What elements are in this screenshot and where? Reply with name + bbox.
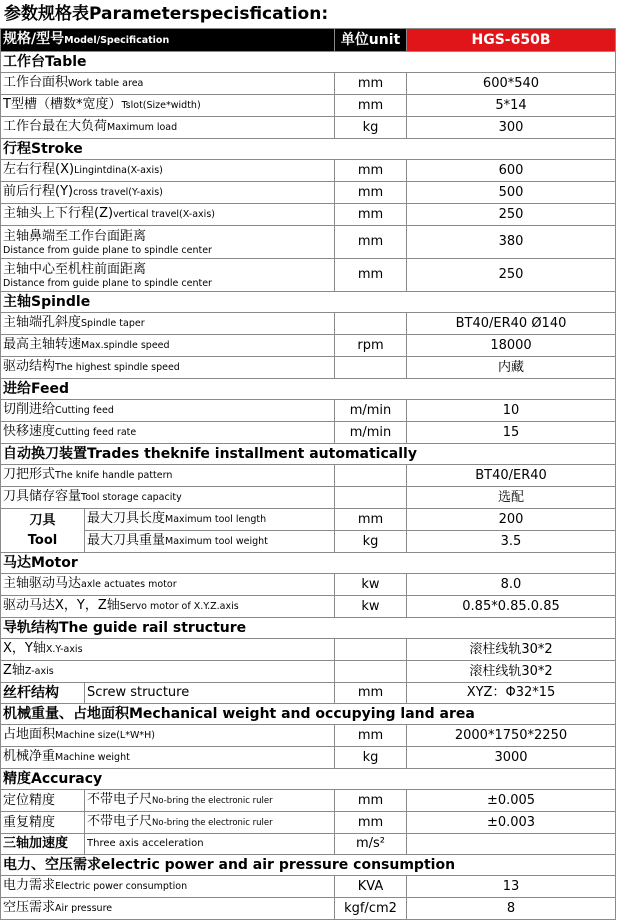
table-row (1, 574, 616, 596)
value-cell: BT40/ER40 (407, 465, 616, 487)
section-accuracy (1, 769, 616, 790)
label-cell (1, 182, 335, 204)
label-text: vertical travel(X-axis) (113, 209, 215, 220)
unit-cell: kg (335, 117, 407, 139)
label-text: 主轴鼻端至工作台面距离 (3, 228, 147, 244)
value-cell: 600 (407, 160, 616, 182)
label-text: Tool storage capacity (81, 492, 182, 503)
value-cell: ±0.005 (407, 790, 616, 812)
label-cell (1, 357, 335, 379)
unit-cell: rpm (335, 335, 407, 357)
unit-cell: mm (335, 182, 407, 204)
value-cell: 15 (407, 422, 616, 444)
value-cell (407, 834, 616, 855)
label-text: 最大刀具长度 (87, 511, 166, 526)
value-cell: 0.85*0.85.0.85 (407, 596, 616, 618)
unit-cell: mm (335, 226, 407, 259)
label-cell: 工作台Table (1, 52, 616, 73)
unit-cell: m/min (335, 422, 407, 444)
label-text: 切削进给 (3, 402, 56, 417)
unit-cell: kg (335, 747, 407, 769)
label-cell: 进给Feed (1, 379, 616, 400)
label-cell (85, 531, 335, 553)
label-text: Tool (27, 532, 58, 548)
unit-cell: mm (335, 204, 407, 226)
value-cell: 滚柱线轨30*2 (407, 639, 616, 661)
unit-cell: mm (335, 73, 407, 95)
label-cell: 马达Motor (1, 553, 616, 574)
label-cell (1, 422, 335, 444)
table-row (1, 226, 616, 259)
label-text: Spindle taper (81, 318, 145, 329)
label-text: Machine weight (55, 752, 130, 763)
value-cell: 500 (407, 182, 616, 204)
label-text (3, 261, 332, 290)
label-text: 主轴头上下行程(Z) (3, 206, 114, 221)
unit-cell: mm (335, 259, 407, 292)
value-cell: 8.0 (407, 574, 616, 596)
value-cell: 13 (407, 876, 616, 898)
value-cell: 380 (407, 226, 616, 259)
label-text: Machine size(L*W*H) (55, 730, 155, 741)
table-row (1, 898, 616, 920)
table-row (1, 747, 616, 769)
table-row (1, 182, 616, 204)
table-row (1, 117, 616, 139)
label-cell: 精度Accuracy (1, 769, 616, 790)
value-cell: ±0.003 (407, 812, 616, 834)
value-cell: 滚柱线轨30*2 (407, 661, 616, 683)
label-text: 前后行程(Y) (3, 184, 74, 199)
label-text: Work table area (68, 78, 144, 89)
label-text: Max.spindle speed (81, 340, 170, 351)
label-cell: 重复精度 (1, 812, 85, 834)
label-text: axle actuates motor (81, 579, 177, 590)
table-row (1, 95, 616, 117)
value-cell: BT40/ER40 Ø140 (407, 313, 616, 335)
label-text: Maximum load (107, 122, 178, 133)
value-cell: 18000 (407, 335, 616, 357)
table-row (1, 834, 616, 855)
value-cell: 选配 (407, 487, 616, 509)
table-row (1, 335, 616, 357)
label-cell (1, 639, 335, 661)
label-text: 驱动结构 (3, 359, 56, 374)
header-model-value: HGS-650B (407, 29, 616, 52)
value-cell: 3000 (407, 747, 616, 769)
unit-cell: mm (335, 790, 407, 812)
label-text: 机械净重 (3, 749, 56, 764)
header-model (1, 29, 335, 52)
table-row (1, 204, 616, 226)
label-text: 不带电子尺 (87, 792, 153, 807)
table-row (1, 509, 616, 531)
page-title: 参数规格表Parameterspecisfication: (4, 4, 329, 24)
label-cell (1, 204, 335, 226)
label-text: No-bring the electronic ruler (152, 796, 273, 806)
label-cell: 丝杆结构 (1, 683, 85, 704)
table-row (1, 357, 616, 379)
spec-table (0, 28, 616, 920)
label-cell: 机械重量、占地面积Mechanical weight and occupying land area (1, 704, 616, 725)
label-cell (1, 898, 335, 920)
section-table (1, 52, 616, 73)
header-unit: 单位unit (335, 29, 407, 52)
label-text: Cutting feed (55, 405, 114, 416)
label-text: Electric power consumption (55, 881, 188, 892)
value-cell: 600*540 (407, 73, 616, 95)
value-cell: 8 (407, 898, 616, 920)
label-text: Cutting feed rate (55, 427, 137, 438)
label-text: Model/Specification (64, 35, 170, 46)
label-text: 工作台最在大负荷 (3, 119, 108, 134)
unit-cell: mm (335, 160, 407, 182)
table-row (1, 812, 616, 834)
label-text: 主轴端孔斜度 (3, 315, 82, 330)
label-cell (1, 117, 335, 139)
label-cell (1, 313, 335, 335)
label-cell (1, 876, 335, 898)
value-cell: XYZ：Φ32*15 (407, 683, 616, 704)
label-text: No-bring the electronic ruler (152, 818, 273, 828)
section-stroke (1, 139, 616, 160)
label-cell: 主轴Spindle (1, 292, 616, 313)
header-row (1, 29, 616, 52)
label-text: Distance from guide plane to spindle center (3, 277, 212, 289)
unit-cell: mm (335, 509, 407, 531)
label-cell (1, 335, 335, 357)
label-text: Lingintdina(X-axis) (74, 165, 163, 176)
unit-cell: kw (335, 574, 407, 596)
label-text: 主轴驱动马达 (3, 576, 82, 591)
unit-cell: mm (335, 683, 407, 704)
unit-cell (335, 357, 407, 379)
label-text: 刀具储存容量 (3, 489, 82, 504)
label-text: Maximum tool length (165, 514, 267, 525)
label-cell (1, 259, 335, 292)
unit-cell (335, 487, 407, 509)
label-text: 左右行程(X) (3, 162, 75, 177)
tool-label (1, 509, 85, 553)
unit-cell: kgf/cm2 (335, 898, 407, 920)
value-cell: 内藏 (407, 357, 616, 379)
table-row (1, 683, 616, 704)
label-text: T型槽（槽数*宽度） (3, 97, 122, 112)
label-cell (1, 226, 335, 259)
label-cell (1, 487, 335, 509)
label-cell (1, 160, 335, 182)
table-row (1, 487, 616, 509)
value-cell: 250 (407, 204, 616, 226)
label-cell: 导轨结构The guide rail structure (1, 618, 616, 639)
label-cell (1, 574, 335, 596)
unit-cell: kg (335, 531, 407, 553)
label-cell (85, 790, 335, 812)
label-cell: 行程Stroke (1, 139, 616, 160)
label-text: Tslot(Size*width) (121, 100, 201, 111)
section-power (1, 855, 616, 876)
label-text: 电力需求 (3, 878, 56, 893)
unit-cell: mm (335, 95, 407, 117)
label-text: 占地面积 (3, 727, 56, 742)
label-text: X，Y轴 (3, 641, 46, 656)
label-cell (1, 725, 335, 747)
label-text: X.Y-axis (45, 644, 83, 655)
value-cell: 5*14 (407, 95, 616, 117)
label-text: Z轴 (3, 663, 25, 678)
label-text: 规格/型号 (3, 31, 65, 47)
unit-cell: m/min (335, 400, 407, 422)
label-cell (1, 400, 335, 422)
label-cell: 三轴加速度 (1, 834, 85, 855)
label-text: 主轴中心至机柱前面距离 (3, 261, 147, 277)
label-text (3, 228, 332, 257)
label-text: Air pressure (55, 903, 113, 914)
label-cell (1, 95, 335, 117)
label-cell (85, 812, 335, 834)
table-row (1, 465, 616, 487)
label-text: 驱动马达X，Y，Z轴 (3, 598, 120, 613)
section-spindle (1, 292, 616, 313)
table-row (1, 790, 616, 812)
label-cell: Screw structure (85, 683, 335, 704)
value-cell: 200 (407, 509, 616, 531)
label-text: The highest spindle speed (55, 362, 180, 373)
label-text: 不带电子尺 (87, 814, 153, 829)
label-cell (1, 661, 335, 683)
value-cell: 3.5 (407, 531, 616, 553)
table-row (1, 160, 616, 182)
label-cell (85, 509, 335, 531)
label-text: Servo motor of X.Y.Z.axis (119, 601, 239, 612)
table-row (1, 259, 616, 292)
value-cell: 2000*1750*2250 (407, 725, 616, 747)
label-text: Distance from guide plane to spindle center (3, 244, 212, 256)
label-cell: 定位精度 (1, 790, 85, 812)
unit-cell (335, 465, 407, 487)
unit-cell (335, 639, 407, 661)
value-cell: 300 (407, 117, 616, 139)
table-row (1, 725, 616, 747)
label-cell (1, 73, 335, 95)
label-text: 空压需求 (3, 900, 56, 915)
unit-cell: mm (335, 812, 407, 834)
section-mech (1, 704, 616, 725)
label-text: cross travel(Y-axis) (73, 187, 163, 198)
table-row (1, 596, 616, 618)
table-row (1, 313, 616, 335)
unit-cell: kw (335, 596, 407, 618)
label-cell: 自动换刀装置Trades theknife installment automatically (1, 444, 616, 465)
label-text: 刀把形式 (3, 467, 56, 482)
unit-cell: KVA (335, 876, 407, 898)
unit-cell: m/s² (335, 834, 407, 855)
value-cell: 10 (407, 400, 616, 422)
label-text: 最大刀具重量 (87, 533, 166, 548)
label-text: Z-axis (24, 666, 54, 677)
label-cell: Three axis acceleration (85, 834, 335, 855)
label-text: 工作台面积 (3, 75, 69, 90)
label-text: The knife handle pattern (55, 470, 173, 481)
value-cell: 250 (407, 259, 616, 292)
table-row (1, 661, 616, 683)
section-atc (1, 444, 616, 465)
table-row (1, 422, 616, 444)
label-cell (1, 465, 335, 487)
section-feed (1, 379, 616, 400)
table-row (1, 531, 616, 553)
label-cell (1, 747, 335, 769)
table-row (1, 73, 616, 95)
label-cell: 电力、空压需求electric power and air pressure consumption (1, 855, 616, 876)
label-text: 刀具 (29, 512, 56, 528)
label-text: Maximum tool weight (165, 536, 268, 547)
section-motor (1, 553, 616, 574)
label-cell (1, 596, 335, 618)
table-row (1, 400, 616, 422)
unit-cell: mm (335, 725, 407, 747)
label-text: 快移速度 (3, 424, 56, 439)
unit-cell (335, 313, 407, 335)
table-row (1, 639, 616, 661)
table-row (1, 876, 616, 898)
unit-cell (335, 661, 407, 683)
section-guide (1, 618, 616, 639)
label-text: 最高主轴转速 (3, 337, 82, 352)
